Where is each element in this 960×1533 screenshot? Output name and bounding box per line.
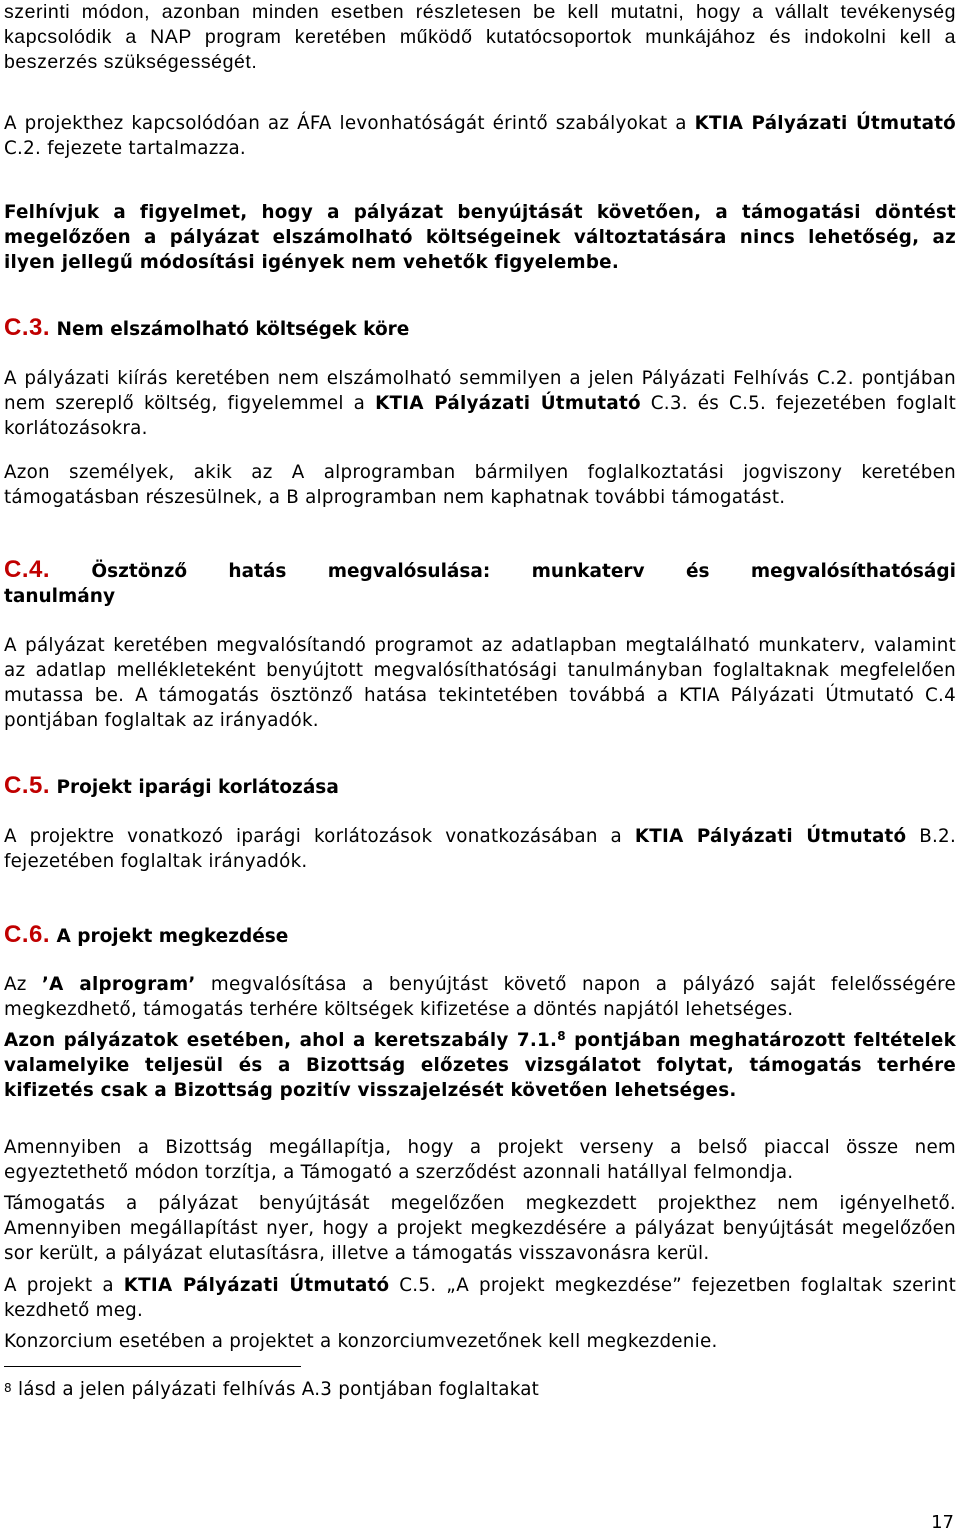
c6-p4-text: Támogatás a pályázat benyújtását megelőzően megkezdett projekthez nem igényelhető. Amennyiben megállapítást nyer, hogy a projekt megkezdésére a pályázat benyújtását megelőzően sor került, a pályázat elutasításra, illetve a támogatás visszavonásra kerül. [4,1193,956,1264]
warning-text: Felhívjuk a figyelmet, hogy a pályázat benyújtását követően, a támogatási döntést megelőzően a pályázat elszámolható költségeinek változtatására nincs lehetőség, az ilyen jellegű módosítási igények nem vehetők figyelembe. [4,202,956,273]
section-c4-heading [4,557,956,609]
c5-p1-post: B.2. fejezetében foglaltak irányadók. [4,826,957,872]
section-title: Projekt iparági korlátozása [56,777,339,798]
vat-text-pre: A projekthez kapcsolódóan az ÁFA levonhatóságát érintő szabályokat a [4,113,695,134]
vat-text-bold: KTIA Pályázati Útmutató [694,113,956,134]
footnote-reference[interactable]: 8 [557,1029,566,1043]
vat-paragraph [4,111,956,161]
c6-p5-post: C.5. „A projekt megkezdése” fejezetben foglaltak szerint kezdhető meg. [4,1275,956,1321]
c6-p5-bold: KTIA Pályázati Útmutató [123,1275,390,1296]
c6-p6-text: Konzorcium esetében a projektet a konzorciumvezetőnek kell megkezdenie. [4,1331,718,1352]
c3-p1-bold: KTIA Pályázati Útmutató [375,393,641,414]
c6-p3-text: Amennyiben a Bizottság megállapítja, hogy a projekt verseny a belső piaccal össze nem egyeztethető módon torzítja, a Támogató a szerződést azonnali hatállyal felmondja. [4,1137,956,1183]
section-c5-heading [4,773,956,800]
c6-p2-pre: Azon pályázatok esetében, ahol a keretszabály 7.1. [4,1030,558,1051]
c5-paragraph-1 [4,824,956,874]
c6-paragraph-3 [4,1135,956,1185]
footnote-text: lásd a jelen pályázati felhívás A.3 pontjában foglaltakat [11,1379,540,1400]
section-title: Ösztönző hatás megvalósulása: munkaterv és megvalósíthatósági [91,561,956,582]
c6-p1-bold: ’A alprogram’ [41,974,196,995]
c6-p2-post: pontjában meghatározott feltételek valamelyike teljesül és a Bizottság előzetes vizsgálatot folytat, támogatás terhére kifizetés csak a Bizottság pozitív visszajelzését követően lehetséges. [4,1030,956,1101]
c6-paragraph-2 [4,1028,956,1103]
intro-paragraph [4,0,956,75]
c6-p5-pre: A projekt a [4,1275,124,1296]
c6-paragraph-6 [4,1329,956,1354]
c4-p1-text: A pályázat keretében megvalósítandó programot az adatlapban megtalálható munkaterv, valamint az adatlap mellékleteként benyújtott megvalósíthatósági tanulmányban foglaltaknak megfelelően mutassa be. A támogatás ösztönző hatása tekintetében továbbá a KTIA Pályázati Útmutató C.4 pontjában foglaltak az irányadók. [4,635,956,731]
footnote-divider [4,1366,301,1367]
warning-paragraph [4,200,956,275]
section-title: Nem elszámolható költségek köre [56,319,410,340]
section-c6-heading [4,922,956,949]
c3-paragraph-1 [4,366,956,441]
section-title: A projekt megkezdése [56,926,289,947]
intro-text: szerinti módon, azonban minden esetben részletesen be kell mutatni, hogy a vállalt tevékenység kapcsolódik a NAP program keretében működő kutatócsoportok munkájához és indokolni kell a beszerzés szükségességét. [4,1,956,73]
c6-paragraph-4 [4,1191,956,1266]
c3-p1-post: C.3. és C.5. fejezetében foglalt korlátozásokra. [4,393,956,439]
c3-p1-pre: A pályázati kiírás keretében nem elszámolható semmilyen a jelen Pályázati Felhívás C.2. pontjában nem szereplő költség, figyelemmel a [4,368,956,414]
c3-p2-text: Azon személyek, akik az A alprogramban bármilyen foglalkoztatási jogviszony keretében támogatásban részesülnek, a B alprogramban nem kaphatnak további támogatást. [4,462,956,508]
section-number: C.4. [4,556,51,583]
c6-paragraph-1 [4,972,956,1022]
c6-paragraph-5 [4,1273,956,1323]
c6-p1-post: megvalósítása a benyújtást követő napon a pályázó saját felelősségére megkezdhető, támogatás terhére költségek kifizetése a döntés napjától lehetséges. [4,974,957,1020]
c4-paragraph-1 [4,633,956,733]
footnote [4,1378,539,1402]
c3-paragraph-2 [4,460,956,510]
c5-p1-pre: A projektre vonatkozó iparági korlátozások vonatkozásában a [4,826,635,847]
page-number: 17 [931,1512,954,1533]
vat-text-post: C.2. fejezete tartalmazza. [4,138,246,159]
section-number: C.5. [4,772,51,799]
footnote-marker: 8 [4,1381,12,1395]
section-number: C.6. [4,921,51,948]
section-number: C.3. [4,314,51,341]
section-c3-heading [4,315,956,342]
section-title-continued: tanulmány [4,586,115,607]
c5-p1-bold: KTIA Pályázati Útmutató [634,826,907,847]
c6-p1-pre: Az [4,974,42,995]
